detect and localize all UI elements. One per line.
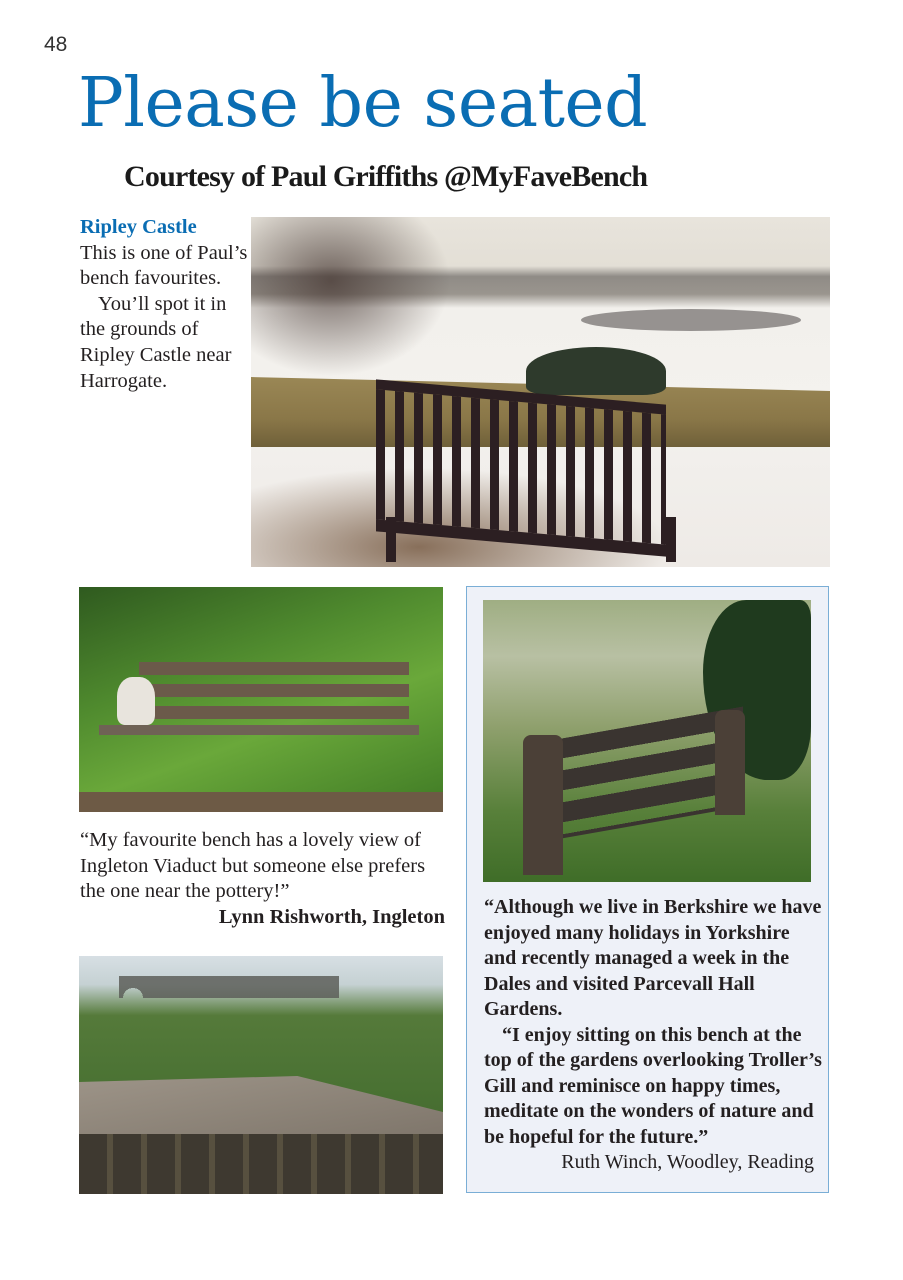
photo-trees [251,217,451,377]
photo-viaduct [119,976,339,998]
photo-bench-back [139,662,409,722]
photo-path [79,792,443,812]
ripley-para-1: This is one of Paul’s bench favourites. [80,241,248,290]
photo-fence [79,1134,443,1194]
photo-bench-end [715,710,745,815]
parcevall-para-2: “I enjoy sitting on this bench at the top of the gardens overlooking Troller’s Gill and reminisce on happy times, meditate on the wonders of nature and be hopeful for the future.” [484,1023,822,1148]
parcevall-quote [484,895,824,1176]
photo-lake [581,309,801,331]
ingleton-viaduct-photo [79,956,443,1194]
photo-cat [117,677,155,725]
photo-bench-end [523,735,563,875]
ripley-caption [80,215,250,394]
photo-bench [533,706,743,843]
photo-bench-legs [386,517,676,562]
page-number: 48 [44,33,68,56]
parcevall-para-1: “Although we live in Berkshire we have enjoyed many holidays in Yorkshire and recently managed a week in the Dales and visited Parcevall Hall Gardens. [484,896,822,1020]
page-title: Please be seated [78,64,648,143]
ripley-castle-photo [251,217,830,567]
ripley-heading: Ripley Castle [80,216,197,238]
ingleton-attribution: Lynn Rishworth, Ingleton [218,905,445,928]
ripley-para-2: You’ll spot it in the grounds of Ripley Castle near Harrogate. [80,292,232,392]
page-subtitle: Courtesy of Paul Griffiths @MyFaveBench [124,160,648,193]
photo-paved-path [79,1076,443,1136]
parcevall-attribution: Ruth Winch, Woodley, Reading [561,1151,814,1173]
ingleton-quote [80,828,445,930]
parcevall-bench-photo [483,600,811,882]
photo-bush [526,347,666,395]
ingleton-bench-photo [79,587,443,812]
ingleton-quote-text: “My favourite bench has a lovely view of Ingleton Viaduct but someone else prefers the one near the pottery!” [80,829,426,903]
photo-bench-seat [99,725,419,735]
